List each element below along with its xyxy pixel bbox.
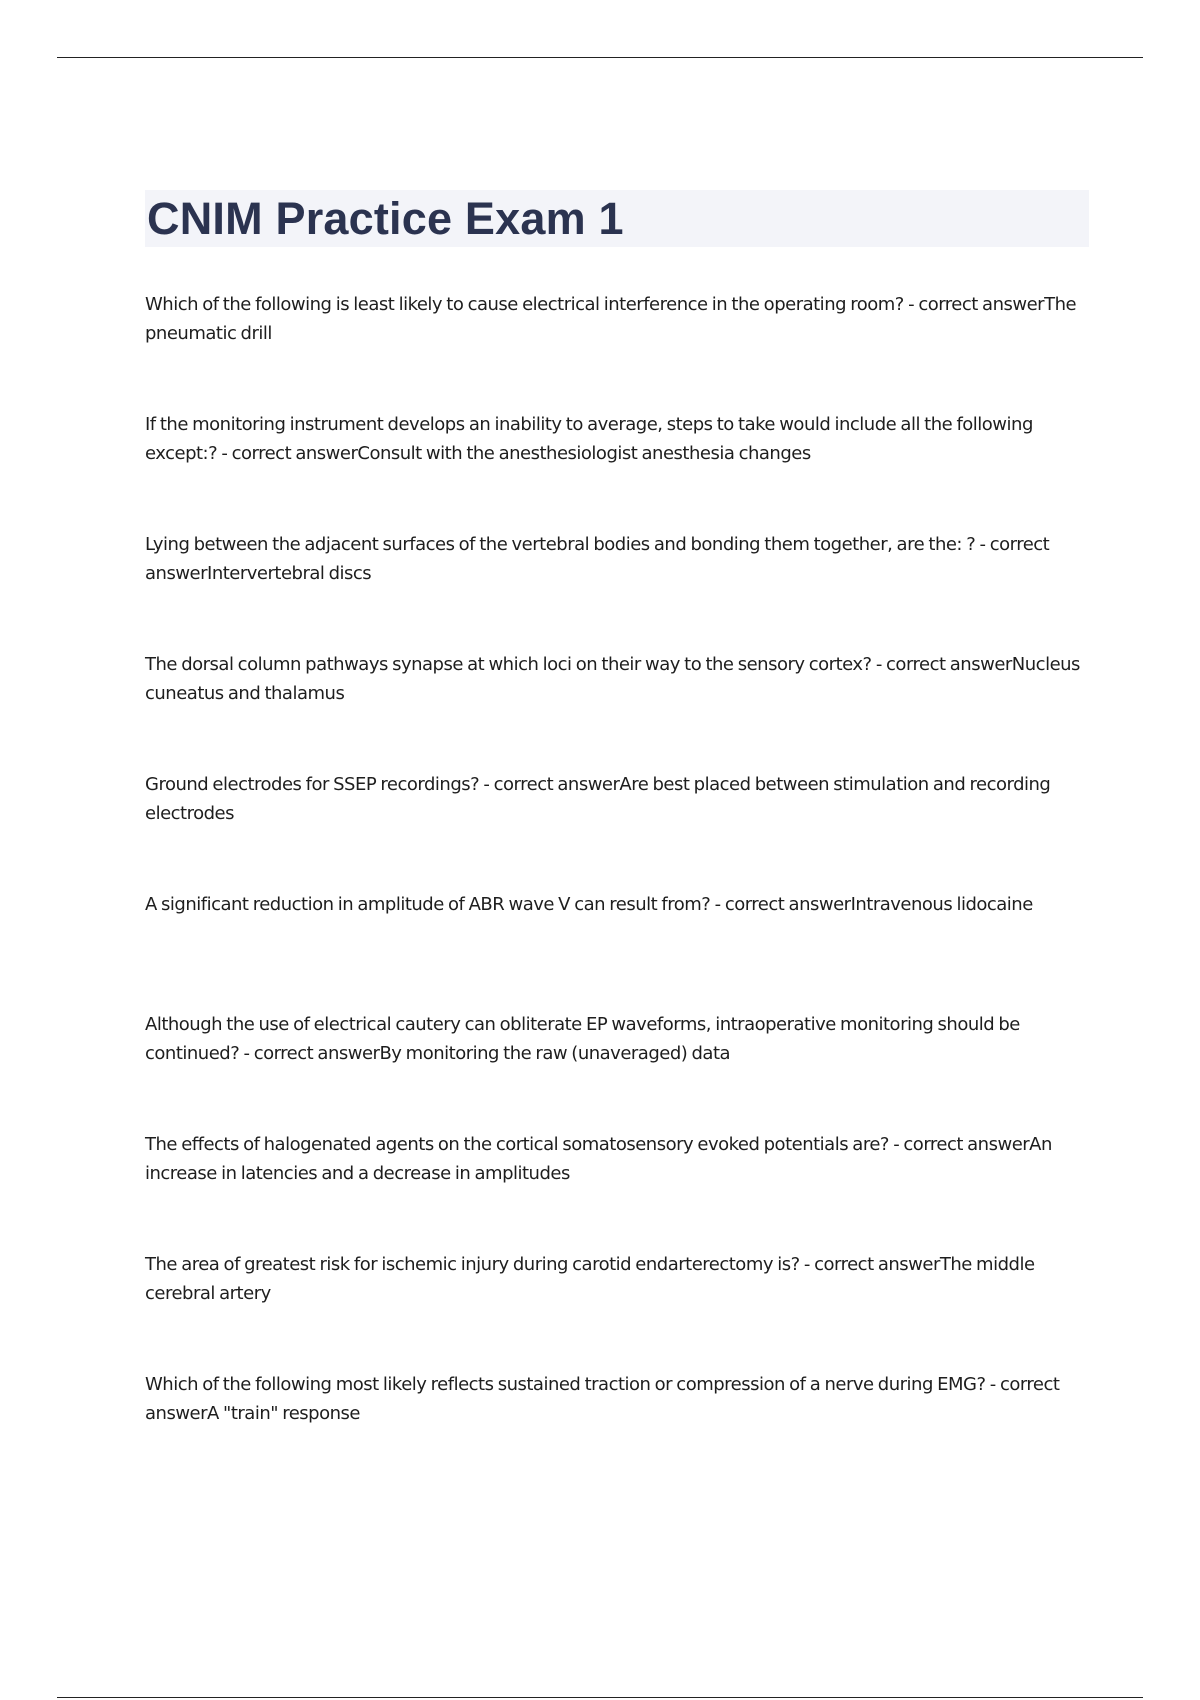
- title-band: [145, 190, 1089, 247]
- question-item: [145, 770, 1095, 890]
- question-answer-text: [145, 890, 1095, 919]
- question-item: [145, 410, 1095, 530]
- question-text: The area of greatest risk for ischemic injury during carotid endarterectomy is?: [145, 1254, 800, 1275]
- question-answer-text: [145, 650, 1095, 708]
- question-item: [145, 1010, 1095, 1130]
- answer-text: The middle cerebral artery: [145, 1254, 1035, 1304]
- answer-separator: - correct answer: [145, 534, 1050, 584]
- answer-text: The pneumatic drill: [145, 294, 1077, 344]
- answer-separator: - correct answer: [903, 294, 1045, 315]
- question-item: [145, 530, 1095, 650]
- question-item: [145, 650, 1095, 770]
- question-text: Although the use of electrical cautery can obliterate EP waveforms, intraoperative monitoring should be continued?: [145, 1014, 1020, 1064]
- answer-separator: - correct answer: [217, 443, 358, 464]
- answer-separator: - correct answer: [479, 774, 620, 795]
- question-item: [145, 1250, 1095, 1370]
- answer-separator: - correct answer: [710, 894, 851, 915]
- question-answer-text: [145, 410, 1095, 468]
- question-item: [145, 890, 1095, 1010]
- header-rule: [57, 57, 1143, 58]
- question-answer-text: [145, 530, 1095, 588]
- question-item: [145, 1370, 1095, 1490]
- question-text: Ground electrodes for SSEP recordings?: [145, 774, 480, 795]
- question-text: If the monitoring instrument develops an inability to average, steps to take would include all the following except:?: [145, 414, 1033, 464]
- footer-rule: [57, 1697, 1143, 1698]
- question-text: The dorsal column pathways synapse at which loci on their way to the sensory cortex?: [145, 654, 872, 675]
- answer-text: Are best placed between stimulation and recording electrodes: [145, 774, 1051, 824]
- answer-text: By monitoring the raw (unaveraged) data: [379, 1043, 731, 1064]
- question-list: [145, 290, 1095, 1490]
- answer-separator: - correct answer: [799, 1254, 940, 1275]
- question-answer-text: [145, 1370, 1095, 1428]
- question-answer-text: [145, 770, 1095, 828]
- page-title: CNIM Practice Exam 1: [147, 193, 624, 244]
- question-text: The effects of halogenated agents on the cortical somatosensory evoked potentials are?: [145, 1134, 889, 1155]
- answer-separator: - correct answer: [239, 1043, 380, 1064]
- question-item: [145, 1130, 1095, 1250]
- question-text: Which of the following most likely reflects sustained traction or compression of a nerve during EMG?: [145, 1374, 986, 1395]
- answer-text: Intravenous lidocaine: [850, 894, 1033, 915]
- answer-text: Nucleus cuneatus and thalamus: [145, 654, 1080, 704]
- question-answer-text: [145, 1010, 1095, 1068]
- answer-text: Consult with the anesthesiologist anesthesia changes: [357, 443, 811, 464]
- answer-separator: - correct answer: [145, 1374, 1060, 1424]
- answer-text: An increase in latencies and a decrease in amplitudes: [145, 1134, 1052, 1184]
- question-text: Lying between the adjacent surfaces of the vertebral bodies and bonding them together, are the: ?: [145, 534, 976, 555]
- question-item: [145, 290, 1095, 410]
- answer-text: A "train" response: [207, 1403, 360, 1424]
- question-answer-text: [145, 1130, 1095, 1188]
- question-text: A significant reduction in amplitude of ABR wave V can result from?: [145, 894, 711, 915]
- question-answer-text: [145, 290, 1095, 348]
- question-text: Which of the following is least likely to cause electrical interference in the operating room?: [145, 294, 904, 315]
- answer-separator: - correct answer: [888, 1134, 1030, 1155]
- answer-text: Intervertebral discs: [207, 563, 372, 584]
- answer-separator: - correct answer: [871, 654, 1012, 675]
- question-answer-text: [145, 1250, 1095, 1308]
